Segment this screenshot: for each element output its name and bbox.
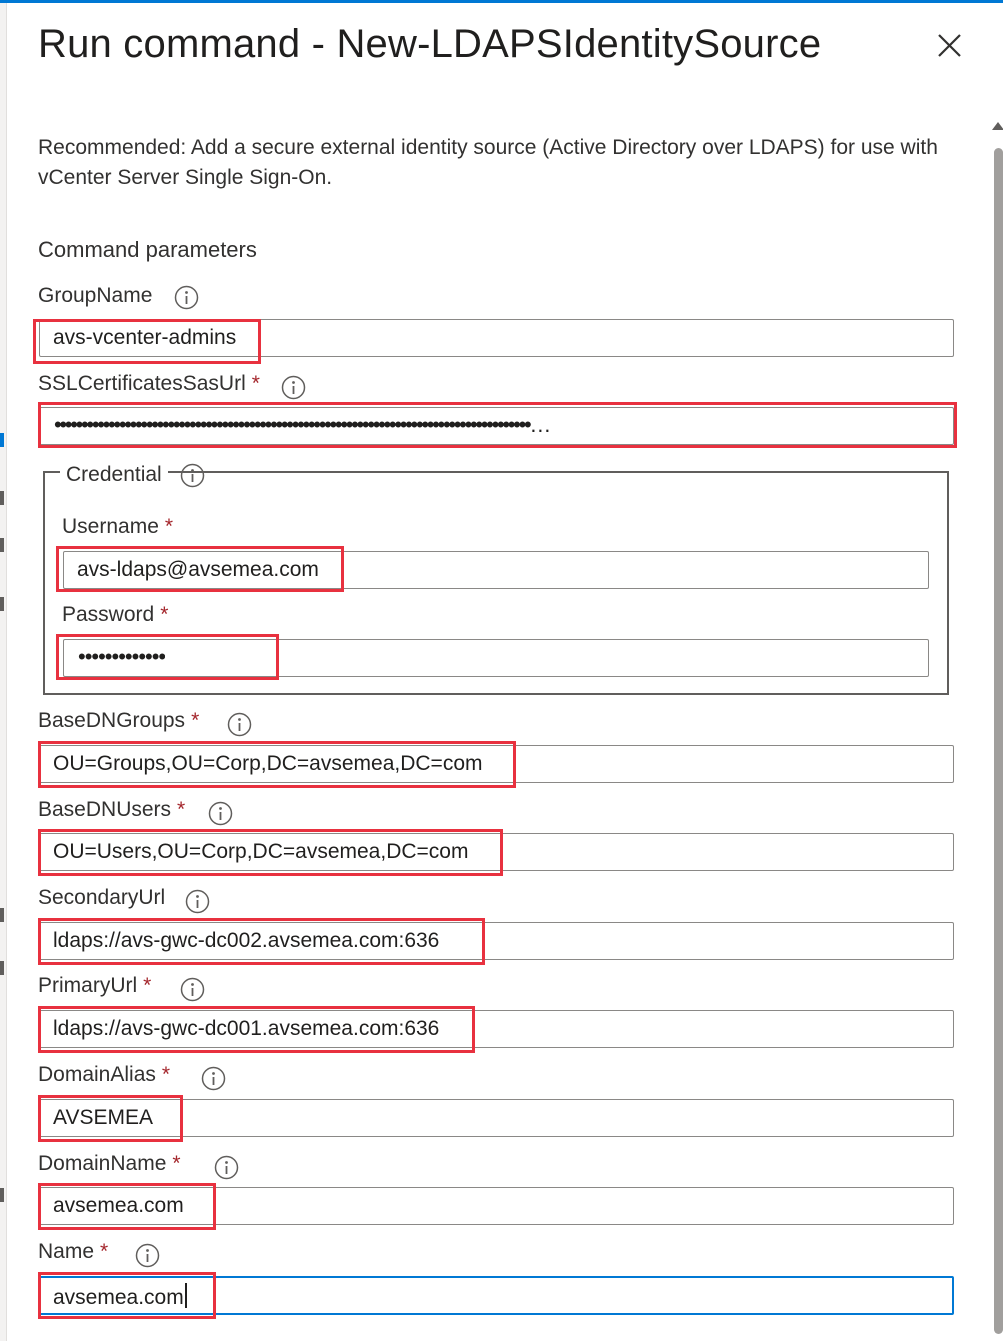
info-icon[interactable] [135, 1243, 160, 1268]
name-input[interactable]: avsemea.com [39, 1276, 954, 1315]
ssl-certificates-sas-url-input[interactable]: ••••••••••••••••••••••••••••••••••••••••••••••••••••••••••••••••••••••••••••••••••••••••… [39, 407, 954, 445]
secondary-url-input[interactable]: ldaps://avs-gwc-dc002.avsemea.com:636 [39, 922, 954, 960]
info-icon[interactable] [180, 977, 205, 1002]
info-icon[interactable] [214, 1155, 239, 1180]
password-input[interactable]: ••••••••••••• [63, 639, 929, 677]
info-icon[interactable] [208, 801, 233, 826]
info-icon[interactable] [185, 889, 210, 914]
credential-legend: Credential [60, 460, 168, 490]
domain-alias-input[interactable]: AVSEMEA [39, 1099, 954, 1137]
close-button[interactable] [930, 30, 970, 62]
scrollbar-thumb[interactable] [994, 148, 1003, 1334]
username-label: Username * [62, 515, 174, 538]
panel-title: Run command - New-LDAPSIdentitySource [38, 22, 822, 66]
domain-name-input[interactable]: avsemea.com [39, 1187, 954, 1225]
panel-description: Recommended: Add a secure external identity source (Active Directory over LDAPS) for use with vCenter Server Single Sign-On. [38, 136, 938, 189]
info-icon[interactable] [227, 712, 252, 737]
close-icon [930, 30, 970, 62]
base-dn-groups-label: BaseDNGroups * [38, 709, 200, 732]
base-dn-groups-input[interactable]: OU=Groups,OU=Corp,DC=avsemea,DC=com [39, 745, 954, 783]
primary-url-label: PrimaryUrl * [38, 974, 152, 997]
info-icon[interactable] [180, 463, 205, 488]
top-accent-bar [0, 0, 1003, 3]
domain-alias-label: DomainAlias * [38, 1063, 171, 1086]
background-page-edge [0, 3, 7, 1341]
base-dn-users-label: BaseDNUsers * [38, 798, 186, 821]
group-name-input[interactable]: avs-vcenter-admins [39, 319, 954, 357]
username-input[interactable]: avs-ldaps@avsemea.com [63, 551, 929, 589]
command-parameters-heading: Command parameters [38, 237, 257, 262]
text-cursor [185, 1283, 187, 1308]
secondary-url-label: SecondaryUrl [38, 886, 166, 909]
group-name-label: GroupName [38, 284, 153, 307]
info-icon[interactable] [201, 1066, 226, 1091]
base-dn-users-input[interactable]: OU=Users,OU=Corp,DC=avsemea,DC=com [39, 833, 954, 871]
info-icon[interactable] [281, 375, 306, 400]
info-icon[interactable] [174, 285, 199, 310]
name-label: Name * [38, 1240, 109, 1263]
domain-name-label: DomainName * [38, 1152, 181, 1175]
ssl-certificates-sas-url-label: SSLCertificatesSasUrl * [38, 372, 260, 395]
scroll-up-arrow-icon[interactable] [992, 122, 1003, 130]
password-label: Password * [62, 603, 169, 626]
primary-url-input[interactable]: ldaps://avs-gwc-dc001.avsemea.com:636 [39, 1010, 954, 1048]
